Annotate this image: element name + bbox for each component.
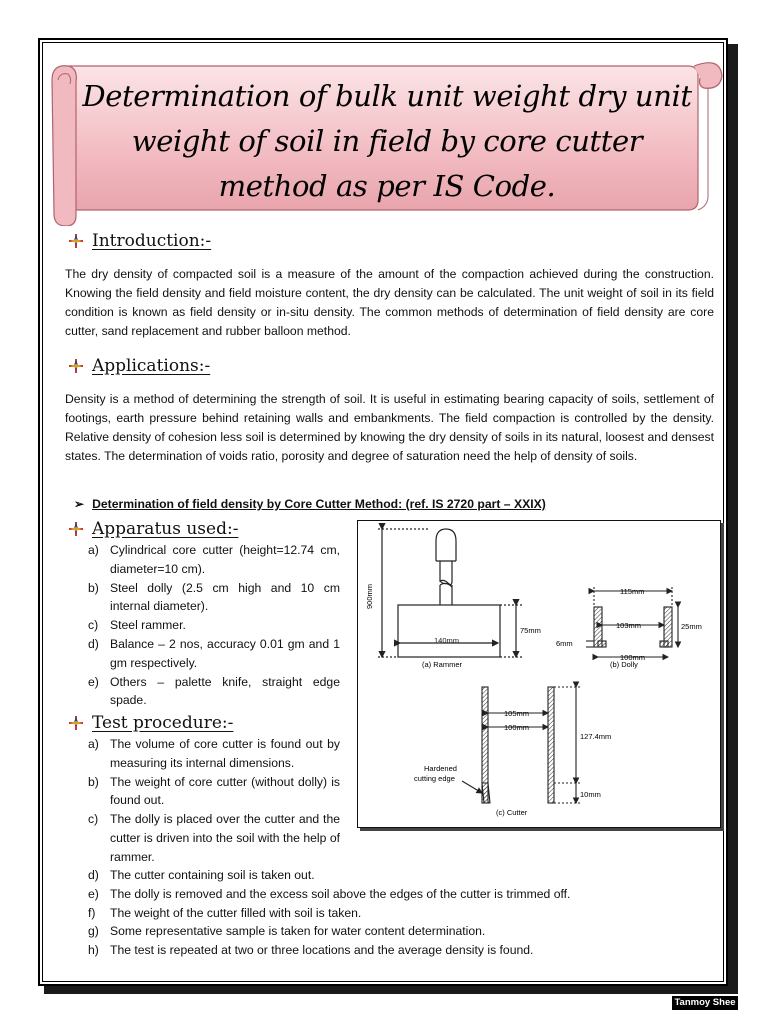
cutter-edge-label: Hardened bbox=[424, 764, 457, 773]
rammer-width-label: 140mm bbox=[434, 636, 460, 645]
list-marker: c) bbox=[88, 812, 99, 827]
cutter-edge-label: cutting edge bbox=[414, 774, 455, 783]
apparatus-heading-label: Apparatus used:- bbox=[92, 519, 239, 539]
page-title: Determination of bulk unit weight dry unit weight of soil in field by core cutter method as per IS Code. bbox=[82, 79, 692, 203]
list-item bbox=[88, 904, 718, 923]
list-text: Some representative sample is taken for water content determination. bbox=[110, 924, 486, 939]
list-marker: e) bbox=[88, 886, 99, 901]
arrow-bullet-icon bbox=[68, 715, 84, 731]
list-text: The volume of core cutter is found out by measuring its internal dimensions. bbox=[110, 737, 340, 770]
list-text: Cylindrical core cutter (height=12.74 cm, diameter=10 cm). bbox=[110, 543, 340, 576]
method-heading bbox=[74, 497, 546, 511]
rammer-caption: (a) Rammer bbox=[422, 660, 463, 669]
procedure-heading bbox=[68, 713, 233, 733]
list-marker: b) bbox=[88, 580, 99, 595]
cutter-height-label: 127.4mm bbox=[580, 732, 612, 741]
dolly-inner-label: 103mm bbox=[616, 621, 642, 630]
list-item bbox=[88, 810, 340, 866]
list-text: Steel dolly (2.5 cm high and 10 cm internal diameter). bbox=[110, 580, 340, 614]
dolly-outer-label: 115mm bbox=[620, 587, 645, 596]
dolly-bottom-label: 100mm bbox=[620, 653, 646, 662]
apparatus-figure bbox=[357, 520, 721, 828]
apparatus-list bbox=[88, 541, 340, 710]
list-item bbox=[88, 635, 340, 673]
arrow-bullet-icon bbox=[68, 358, 84, 374]
list-text: Others – palette knife, straight edge spade. bbox=[110, 674, 340, 708]
applications-heading bbox=[68, 356, 210, 376]
introduction-heading-label: Introduction:- bbox=[92, 231, 212, 251]
list-marker: d) bbox=[88, 636, 99, 651]
list-item bbox=[88, 735, 340, 773]
cutter-outer-label: 105mm bbox=[504, 709, 530, 718]
list-item bbox=[88, 579, 340, 617]
list-text: The cutter containing soil is taken out. bbox=[110, 868, 315, 882]
applications-heading-label: Applications:- bbox=[92, 356, 211, 376]
cutter-inner-label: 100mm bbox=[504, 723, 530, 732]
arrow-bullet-icon bbox=[68, 521, 84, 537]
dolly-height-label: 25mm bbox=[681, 622, 702, 631]
list-marker: f) bbox=[88, 905, 96, 920]
list-item bbox=[88, 541, 340, 579]
procedure-list-wide bbox=[88, 866, 718, 960]
applications-text: Density is a method of determining the strength of soil. It is useful in estimating bearing capacity of soils, settlement of footings, earth pressure behind retaining walls and embankments. The field compaction is controlled by the density. Relative density of cohesion less soil is determined by knowing the dry density of soils in its natural, loosest and densest states. The determination of voids ratio, porosity and degree of saturation need the help of density of soils. bbox=[65, 392, 714, 463]
list-marker: d) bbox=[88, 868, 99, 882]
list-text: Balance – 2 nos, accuracy 0.01 gm and 1 gm respectively. bbox=[110, 636, 340, 670]
apparatus-heading bbox=[68, 519, 238, 539]
introduction-heading bbox=[68, 231, 211, 251]
list-marker: g) bbox=[88, 924, 99, 939]
list-item bbox=[88, 616, 340, 635]
list-marker: b) bbox=[88, 774, 99, 789]
procedure-list-narrow bbox=[88, 735, 340, 867]
list-marker: e) bbox=[88, 674, 99, 689]
list-text: Steel rammer. bbox=[110, 618, 186, 633]
author-tag: Tanmoy Shee bbox=[672, 996, 738, 1010]
cutter-edge-height-label: 10mm bbox=[580, 790, 601, 799]
introduction-text: The dry density of compacted soil is a measure of the amount of the compaction achieved during the construction. Knowing the field density and field moisture content, the dry density can be calculated. The unit weight of soil in its field condition is known as field density or in-situ density. The common methods of determination of field density are core cutter, sand replacement and rubber balloon method. bbox=[65, 267, 714, 338]
list-marker: a) bbox=[88, 737, 99, 751]
dolly-lip-label: 6mm bbox=[556, 639, 573, 648]
rammer-height-label: 900mm bbox=[365, 583, 374, 609]
cutter-drawing bbox=[462, 687, 582, 803]
dolly-caption: (b) Dolly bbox=[610, 660, 638, 669]
apparatus-drawing bbox=[358, 521, 719, 826]
list-item bbox=[88, 885, 718, 904]
list-marker: h) bbox=[88, 943, 99, 958]
list-item bbox=[88, 941, 718, 960]
list-item bbox=[88, 673, 340, 711]
list-marker: a) bbox=[88, 543, 99, 557]
arrowhead-bullet-icon: ➢ bbox=[74, 497, 85, 511]
list-text: The weight of core cutter (without dolly) is found out. bbox=[110, 774, 340, 808]
list-text: The weight of the cutter filled with soil is taken. bbox=[110, 905, 362, 920]
procedure-heading-label: Test procedure:- bbox=[92, 713, 234, 733]
list-text: The dolly is placed over the cutter and the cutter is driven into the soil with the help of rammer. bbox=[110, 812, 340, 864]
rammer-base-height-label: 75mm bbox=[520, 626, 541, 635]
list-item bbox=[88, 773, 340, 811]
list-marker: c) bbox=[88, 618, 99, 633]
list-item bbox=[88, 922, 718, 941]
list-item bbox=[88, 866, 718, 885]
method-heading-text: Determination of field density by Core Cutter Method: (ref. IS 2720 part – XXIX) bbox=[92, 497, 546, 511]
list-text: The dolly is removed and the excess soil above the edges of the cutter is trimmed off. bbox=[110, 886, 571, 901]
cutter-caption: (c) Cutter bbox=[496, 808, 528, 817]
list-text: The test is repeated at two or three locations and the average density is found. bbox=[110, 943, 534, 958]
arrow-bullet-icon bbox=[68, 233, 84, 249]
